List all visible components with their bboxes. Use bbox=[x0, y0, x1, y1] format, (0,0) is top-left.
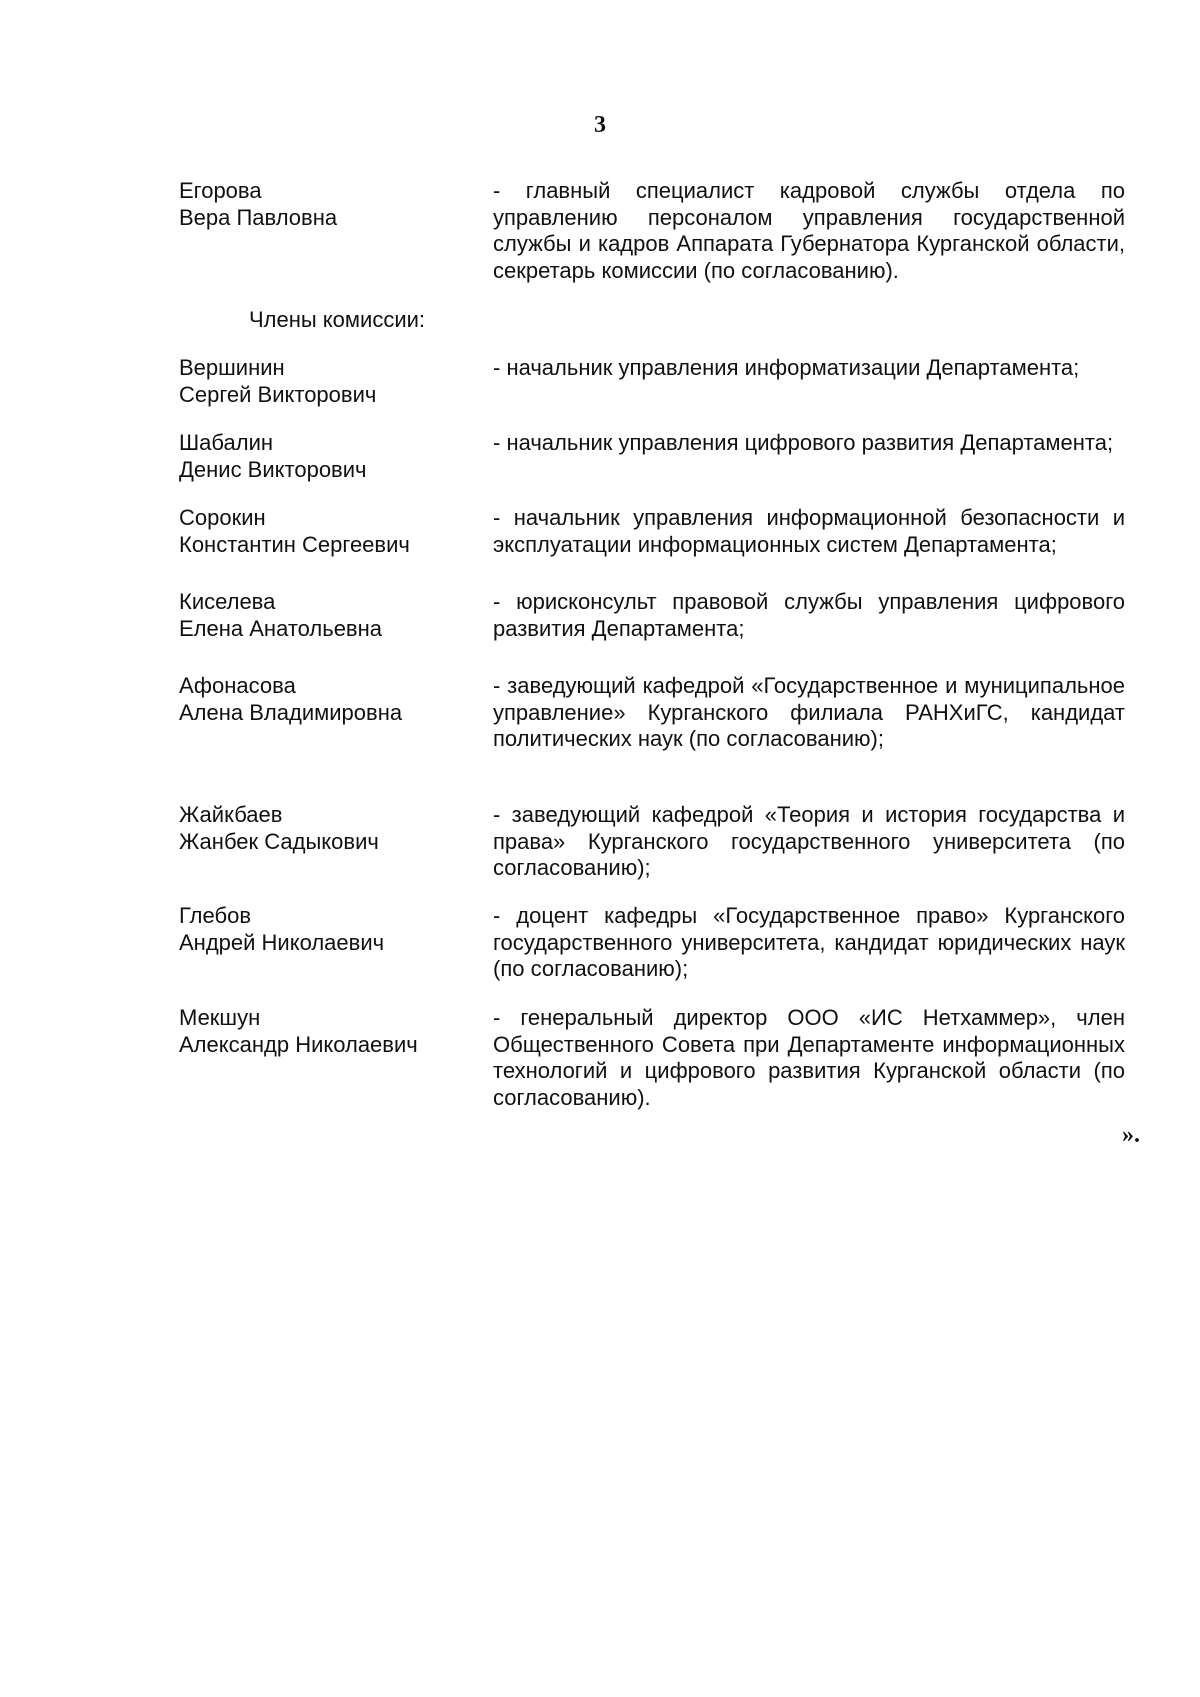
person-surname: Мекшун bbox=[179, 1005, 261, 1030]
person-role: - генеральный директор ООО «ИС Нетхаммер», член Общественного Совета при Департаменте информационных технологий и цифрового развития Курганской области (по согласованию). bbox=[493, 1005, 1125, 1110]
person-role: - главный специалист кадровой службы отдела по управлению персоналом управления государственной службы и кадров Аппарата Губернатора Курганской области, секретарь комиссии (по согласованию). bbox=[493, 178, 1125, 283]
person-surname: Сорокин bbox=[179, 505, 266, 530]
person-given-names: Елена Анатольевна bbox=[179, 615, 383, 641]
person-role: - заведующий кафедрой «Теория и история государства и права» Курганского государственного университета (по согласованию); bbox=[493, 802, 1125, 880]
person-surname: Жайкбаев bbox=[179, 802, 283, 827]
person-role: - заведующий кафедрой «Государственное и муниципальное управление» Курганского филиала РАНХиГС, кандидат политических наук (по согласованию); bbox=[493, 673, 1125, 751]
page-number: 3 bbox=[594, 112, 606, 138]
person-name bbox=[179, 1005, 479, 1058]
person-name bbox=[179, 505, 479, 558]
person-role: - доцент кафедры «Государственное право» Курганского государственного университета, кандидат юридических наук (по согласованию); bbox=[493, 903, 1125, 981]
person-name bbox=[179, 430, 479, 483]
person-given-names: Денис Викторович bbox=[179, 456, 367, 482]
person-name bbox=[179, 178, 479, 231]
person-role: - начальник управления информационной безопасности и эксплуатации информационных систем Департамента; bbox=[493, 505, 1125, 557]
person-surname: Афонасова bbox=[179, 673, 296, 698]
person-name bbox=[179, 903, 479, 956]
person-name bbox=[179, 673, 479, 726]
person-surname: Шабалин bbox=[179, 430, 274, 455]
person-given-names: Сергей Викторович bbox=[179, 381, 377, 407]
person-given-names: Александр Николаевич bbox=[179, 1031, 418, 1057]
person-surname: Глебов bbox=[179, 903, 252, 928]
person-name bbox=[179, 355, 479, 408]
person-given-names: Константин Сергеевич bbox=[179, 531, 410, 557]
person-given-names: Вера Павловна bbox=[179, 204, 338, 230]
person-given-names: Жанбек Садыкович bbox=[179, 828, 379, 854]
person-name bbox=[179, 589, 479, 642]
members-heading: Члены комиссии: bbox=[249, 307, 426, 332]
person-given-names: Алена Владимировна bbox=[179, 699, 403, 725]
person-given-names: Андрей Николаевич bbox=[179, 929, 385, 955]
person-name bbox=[179, 802, 479, 855]
closing-quote-mark: ». bbox=[1122, 1122, 1140, 1148]
person-role: - начальник управления информатизации Департамента; bbox=[493, 355, 1080, 380]
person-surname: Киселева bbox=[179, 589, 276, 614]
person-surname: Егорова bbox=[179, 178, 262, 203]
person-surname: Вершинин bbox=[179, 355, 285, 380]
person-role: - начальник управления цифрового развития Департамента; bbox=[493, 430, 1114, 455]
person-role: - юрисконсульт правовой службы управления цифрового развития Департамента; bbox=[493, 589, 1125, 641]
